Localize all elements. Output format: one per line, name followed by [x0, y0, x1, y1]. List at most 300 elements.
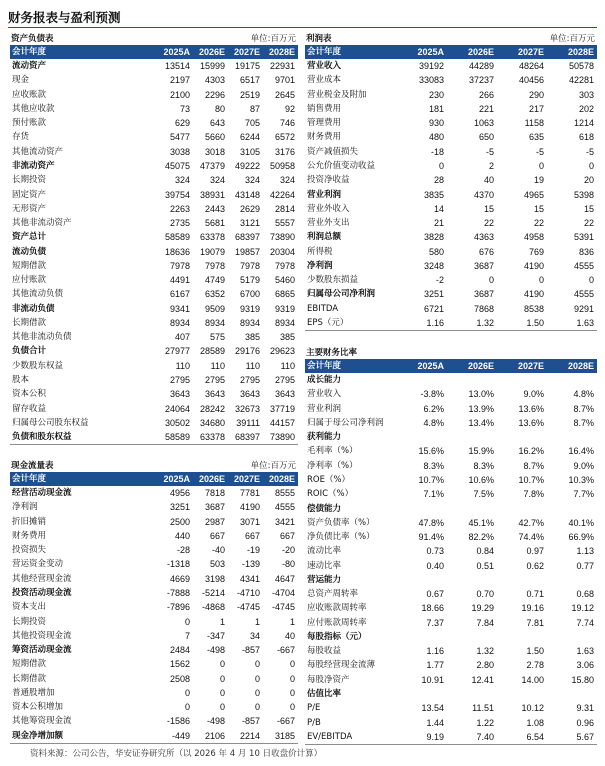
table-row-category [10, 643, 298, 657]
income-statement-table [305, 31, 597, 331]
table-row [305, 73, 597, 87]
row-label: 无形资产 [12, 203, 47, 214]
value-2026E: 4363 [473, 232, 494, 243]
table-row [10, 529, 298, 543]
value-2027E: 1 [254, 616, 260, 627]
row-label: 资本支出 [12, 602, 47, 613]
value-2026E: 0 [219, 702, 225, 713]
value-2027E: 32673 [234, 403, 260, 414]
value-2028E: 0 [289, 702, 295, 713]
value-2028E: 3421 [274, 516, 295, 527]
row-label: 流动资产 [12, 61, 47, 72]
value-2025A: 1.77 [426, 660, 444, 671]
table-row [305, 273, 597, 287]
value-2026E: 15999 [199, 61, 225, 72]
row-label: 现金 [12, 75, 30, 86]
value-2028E: 0 [588, 275, 594, 286]
value-2025A: 9.19 [426, 731, 444, 742]
table-row [10, 401, 298, 415]
table-row-category [10, 729, 298, 743]
table-body [10, 59, 298, 445]
value-2026E: 10.6% [468, 474, 494, 485]
value-2025A: 15.6% [418, 446, 444, 457]
row-label: 其他非流动负债 [12, 332, 72, 343]
table-row [10, 686, 298, 700]
value-2027E: 10.12 [521, 703, 544, 714]
value-2028E: 836 [578, 246, 594, 257]
title-divider [8, 27, 597, 28]
value-2027E: 0 [538, 160, 544, 171]
table-row [10, 600, 298, 614]
row-label: 净利润 [307, 260, 333, 271]
value-2026E: 45.1% [468, 517, 494, 528]
row-label: 每股净资产 [307, 674, 350, 685]
value-2028E: 4647 [274, 573, 295, 584]
value-2028E: 303 [578, 89, 594, 100]
value-2027E: -857 [241, 716, 260, 727]
value-2026E: 40 [483, 175, 494, 186]
header-label: 会计年度 [307, 361, 342, 371]
row-label: 投资净收益 [307, 175, 350, 186]
value-2026E: 3018 [204, 146, 225, 157]
value-2027E: 13.6% [518, 403, 544, 414]
value-2026E: 34680 [199, 417, 225, 428]
value-2028E: 1.63 [576, 317, 594, 328]
row-label: 短期借款 [12, 260, 47, 271]
value-2027E: 4958 [523, 232, 544, 243]
value-2027E: 9319 [239, 303, 260, 314]
row-label: 所得税 [307, 246, 333, 257]
row-label: 营业利润 [307, 403, 342, 414]
value-2028E: 4555 [573, 260, 594, 271]
value-2028E: 0 [289, 659, 295, 670]
row-label: 归属于母公司净利润 [307, 417, 384, 428]
header-year: 2026E [198, 474, 225, 484]
value-2025A: 30502 [164, 417, 190, 428]
table-row [10, 173, 298, 187]
value-2025A: 629 [174, 118, 190, 129]
header-year: 2028E [567, 361, 594, 371]
value-2028E: 0 [289, 687, 295, 698]
value-2028E: 73890 [269, 432, 295, 443]
row-label: 资产负债率（%） [307, 517, 375, 528]
table-row [10, 714, 298, 728]
value-2025A: 110 [175, 360, 190, 371]
value-2025A: 580 [428, 246, 444, 257]
value-2025A: 1562 [169, 659, 190, 670]
value-2026E: 13.9% [468, 403, 494, 414]
value-2028E: 37719 [269, 403, 295, 414]
value-2025A: 0 [184, 687, 190, 698]
row-label: 其他经营现金流 [12, 573, 72, 584]
table-row [305, 173, 597, 187]
value-2027E: -4710 [236, 587, 260, 598]
value-2025A: 18636 [164, 246, 190, 257]
table-row [305, 715, 597, 729]
value-2025A: 24064 [164, 403, 190, 414]
value-2028E: -20 [281, 545, 295, 556]
row-label: 非流动资产 [12, 160, 55, 171]
value-2028E: 7.74 [576, 617, 594, 628]
row-label: EPS（元） [307, 317, 349, 328]
table-row [305, 473, 597, 487]
value-2025A: 0.67 [426, 589, 444, 600]
header-year: 2028E [268, 474, 295, 484]
value-2025A: 33083 [418, 75, 444, 86]
row-label: 速动比率 [307, 560, 342, 571]
value-2027E: 1.50 [526, 317, 544, 328]
row-label: 营业外支出 [307, 218, 350, 229]
value-2025A: -7888 [166, 587, 190, 598]
value-2027E: 635 [528, 132, 544, 143]
table-row [10, 73, 298, 87]
row-label: 固定资产 [12, 189, 47, 200]
value-2028E: 10.3% [568, 474, 594, 485]
value-2027E: 5179 [239, 275, 260, 286]
value-2025A: 0 [184, 616, 190, 627]
table-row [10, 614, 298, 628]
table-row [10, 216, 298, 230]
table-row [305, 616, 597, 630]
value-2027E: 42.7% [518, 517, 544, 528]
value-2025A: 45075 [164, 160, 190, 171]
row-label: 净利润 [12, 502, 38, 513]
value-2028E: 42281 [568, 75, 594, 86]
value-2027E: 29176 [234, 346, 260, 357]
value-2028E: 0.68 [576, 589, 594, 600]
table-row [10, 145, 298, 159]
value-2027E: 19857 [234, 246, 260, 257]
table-row-category [305, 230, 597, 244]
value-2026E: -498 [206, 716, 225, 727]
value-2025A: 18.66 [421, 603, 444, 614]
value-2026E: 1 [219, 616, 225, 627]
value-2026E: 2.80 [476, 660, 494, 671]
value-2028E: 20 [583, 175, 594, 186]
value-2027E: 7.81 [526, 617, 544, 628]
value-2028E: 9291 [573, 303, 594, 314]
row-label: 估值比率 [307, 688, 342, 699]
table-row [305, 558, 597, 572]
value-2026E: 1.32 [476, 646, 494, 657]
value-2025A: 2197 [169, 75, 190, 86]
value-2027E: 4190 [239, 502, 260, 513]
value-2026E: 266 [478, 89, 494, 100]
value-2027E: 34 [249, 630, 260, 641]
table-row [305, 587, 597, 601]
value-2025A: 4491 [169, 275, 190, 286]
row-label: 现金净增加额 [12, 730, 64, 741]
value-2026E: 1.22 [476, 717, 494, 728]
value-2027E: 4341 [239, 573, 260, 584]
value-2025A: 930 [428, 118, 444, 129]
value-2026E: 1.32 [476, 317, 494, 328]
value-2025A: 6.2% [423, 403, 444, 414]
value-2026E: 667 [209, 530, 225, 541]
value-2027E: 0 [254, 687, 260, 698]
value-2025A: 0.40 [426, 560, 444, 571]
header-label: 会计年度 [12, 47, 47, 57]
table-row-category [305, 259, 597, 273]
table-row [10, 330, 298, 344]
value-2027E: 19175 [234, 61, 260, 72]
value-2026E: -40 [211, 545, 225, 556]
row-label: 毛利率（%） [307, 446, 358, 457]
value-2028E: 4555 [274, 502, 295, 513]
value-2026E: 4749 [204, 275, 225, 286]
row-label: 负债和股东权益 [12, 432, 72, 443]
value-2025A: 47.8% [418, 517, 444, 528]
header-year: 2028E [268, 47, 295, 57]
value-2028E: 29623 [269, 346, 295, 357]
value-2027E: -5 [535, 146, 544, 157]
table-row-category [305, 287, 597, 301]
value-2025A: 3835 [423, 189, 444, 200]
row-label: 净负债比率（%） [307, 532, 375, 543]
value-2027E: 1.08 [526, 717, 544, 728]
value-2027E: 43148 [234, 189, 260, 200]
table-row [305, 416, 597, 430]
table-row [10, 259, 298, 273]
value-2026E: 2795 [204, 374, 225, 385]
row-label: 每股指标（元） [307, 631, 367, 642]
table-row [10, 102, 298, 116]
value-2025A: -28 [176, 545, 190, 556]
value-2026E: 110 [210, 360, 225, 371]
table-row [305, 516, 597, 530]
row-label: 归属母公司净利润 [307, 289, 376, 300]
table-row [10, 116, 298, 130]
value-2027E: 4965 [523, 189, 544, 200]
value-2026E: 38931 [199, 189, 225, 200]
value-2027E: 2519 [239, 89, 260, 100]
value-2028E: 22 [583, 218, 594, 229]
value-2026E: 22 [483, 218, 494, 229]
table-row [10, 88, 298, 102]
value-2025A: 7.37 [426, 617, 444, 628]
value-2025A: 3038 [169, 146, 190, 157]
row-label: 投资损失 [12, 545, 47, 556]
value-2028E: 0 [289, 673, 295, 684]
value-2027E: 2214 [239, 730, 260, 741]
row-label: 投资活动现金流 [12, 587, 72, 598]
value-2028E: 6572 [274, 132, 295, 143]
value-2027E: -857 [241, 645, 260, 656]
value-2025A: 7978 [169, 260, 190, 271]
row-label: 少数股东权益 [12, 360, 64, 371]
table-row [10, 515, 298, 529]
value-2026E: 4303 [204, 75, 225, 86]
table-row [305, 530, 597, 544]
table-row [10, 671, 298, 685]
value-2025A: -3.8% [420, 389, 444, 400]
cash-flow-table [10, 458, 298, 744]
row-label: 公允价值变动收益 [307, 160, 376, 171]
table-body [305, 59, 597, 331]
value-2027E: 0 [254, 702, 260, 713]
value-2026E: 5681 [204, 218, 225, 229]
value-2028E: 22931 [269, 61, 295, 72]
value-2026E: 82.2% [468, 532, 494, 543]
value-2026E: -5 [485, 146, 494, 157]
value-2027E: 4190 [523, 289, 544, 300]
row-label: 存货 [12, 132, 30, 143]
value-2026E: 15.9% [468, 446, 494, 457]
value-2027E: 2629 [239, 203, 260, 214]
table-caption [10, 458, 298, 472]
row-label: 其他应收款 [12, 103, 55, 114]
table-row [10, 500, 298, 514]
row-label: 长期投资 [12, 616, 47, 627]
table-row-category [10, 230, 298, 244]
header-year: 2026E [467, 361, 494, 371]
value-2027E: 39111 [236, 417, 260, 428]
table-row-category [305, 59, 597, 73]
table-row [305, 673, 597, 687]
value-2027E: 74.4% [518, 532, 544, 543]
value-2028E: -667 [276, 716, 295, 727]
row-label: 资产减值损失 [307, 146, 359, 157]
value-2025A: 3643 [169, 389, 190, 400]
value-2027E: 1.50 [526, 646, 544, 657]
value-2026E: 28589 [199, 346, 225, 357]
row-label: 非流动负债 [12, 303, 55, 314]
value-2025A: 73 [179, 103, 190, 114]
value-2028E: 2645 [274, 89, 295, 100]
table-row-category [305, 630, 597, 644]
value-2028E: 3185 [274, 730, 295, 741]
value-2025A: 181 [428, 103, 444, 114]
table-row [305, 444, 597, 458]
row-label: 负债合计 [12, 346, 47, 357]
row-label: 筹资活动现金流 [12, 645, 72, 656]
value-2025A: 5477 [169, 132, 190, 143]
table-row [305, 302, 597, 316]
row-label: 财务费用 [307, 132, 342, 143]
value-2027E: 0 [538, 275, 544, 286]
value-2026E: 3643 [204, 389, 225, 400]
table-row-category [10, 344, 298, 358]
value-2026E: 63378 [199, 432, 225, 443]
table-row-category [305, 687, 597, 701]
value-2028E: 1.13 [576, 546, 594, 557]
table-row-category [10, 59, 298, 73]
table-row [10, 387, 298, 401]
value-2026E: 650 [478, 132, 494, 143]
value-2027E: 705 [244, 118, 260, 129]
value-2026E: 3687 [204, 502, 225, 513]
value-2028E: 5460 [274, 275, 295, 286]
row-label: 其他流动资产 [12, 146, 64, 157]
value-2026E: 44289 [468, 61, 494, 72]
row-label: 利润总额 [307, 232, 342, 243]
header-year: 2025A [417, 361, 444, 371]
value-2026E: 4370 [473, 189, 494, 200]
balance-sheet-table [10, 31, 298, 445]
value-2028E: -4745 [271, 602, 295, 613]
value-2027E: 7781 [239, 488, 260, 499]
table-row-category [10, 430, 298, 444]
value-2028E: 8934 [274, 317, 295, 328]
row-label: 资本公积增加 [12, 702, 64, 713]
row-label: 应付账款周转率 [307, 617, 367, 628]
value-2026E: 2987 [204, 516, 225, 527]
value-2028E: 15.80 [571, 674, 594, 685]
value-2025A: 8.3% [423, 460, 444, 471]
financial-ratios-table [305, 345, 597, 745]
table-row [10, 130, 298, 144]
value-2028E: 0.96 [576, 717, 594, 728]
value-2026E: -498 [206, 645, 225, 656]
value-2025A: 2508 [169, 673, 190, 684]
value-2026E: 5660 [204, 132, 225, 143]
row-label: 资产总计 [12, 232, 47, 243]
value-2027E: 2.78 [526, 660, 544, 671]
row-label: 长期投资 [12, 175, 47, 186]
table-row [305, 145, 597, 159]
table-row [10, 700, 298, 714]
value-2026E: 2 [488, 160, 494, 171]
value-2026E: 12.41 [471, 674, 494, 685]
value-2028E: 2814 [274, 203, 295, 214]
table-row [10, 287, 298, 301]
value-2028E: 7.7% [573, 489, 594, 500]
value-2025A: -1586 [166, 716, 190, 727]
value-2025A: 0.73 [426, 546, 444, 557]
header-year: 2028E [567, 47, 594, 57]
value-2028E: 1.63 [576, 646, 594, 657]
value-2027E: 110 [245, 360, 260, 371]
value-2026E: 1063 [473, 118, 494, 129]
value-2028E: -5 [585, 146, 594, 157]
value-2027E: 68397 [234, 232, 260, 243]
value-2028E: 5557 [274, 218, 295, 229]
value-2028E: 4.8% [573, 389, 594, 400]
value-2025A: 91.4% [418, 532, 444, 543]
value-2028E: 110 [280, 360, 295, 371]
value-2027E: 68397 [234, 432, 260, 443]
value-2028E: 3176 [274, 146, 295, 157]
table-header-row [10, 472, 298, 486]
value-2025A: 440 [174, 530, 190, 541]
table-row [10, 543, 298, 557]
value-2027E: 19.16 [521, 603, 544, 614]
value-2025A: 0 [184, 702, 190, 713]
value-2026E: 8.3% [473, 460, 494, 471]
table-row [10, 273, 298, 287]
value-2026E: 0.51 [476, 560, 494, 571]
value-2026E: 63378 [199, 232, 225, 243]
value-2028E: 40 [284, 630, 295, 641]
value-2026E: 3198 [204, 573, 225, 584]
value-2027E: 6517 [239, 75, 260, 86]
row-label: P/B [307, 717, 321, 728]
value-2028E: 9.0% [573, 460, 594, 471]
value-2028E: 1 [289, 616, 295, 627]
row-label: 总资产周转率 [307, 589, 359, 600]
value-2025A: 6721 [423, 303, 444, 314]
value-2026E: 676 [478, 246, 494, 257]
value-2027E: 13.6% [518, 417, 544, 428]
value-2027E: 49222 [234, 160, 260, 171]
value-2027E: 769 [528, 246, 544, 257]
table-row [10, 657, 298, 671]
value-2028E: -80 [281, 559, 295, 570]
header-year: 2025A [163, 47, 190, 57]
value-2028E: 5.67 [576, 731, 594, 742]
value-2025A: 3251 [423, 289, 444, 300]
value-2028E: 0.77 [576, 560, 594, 571]
